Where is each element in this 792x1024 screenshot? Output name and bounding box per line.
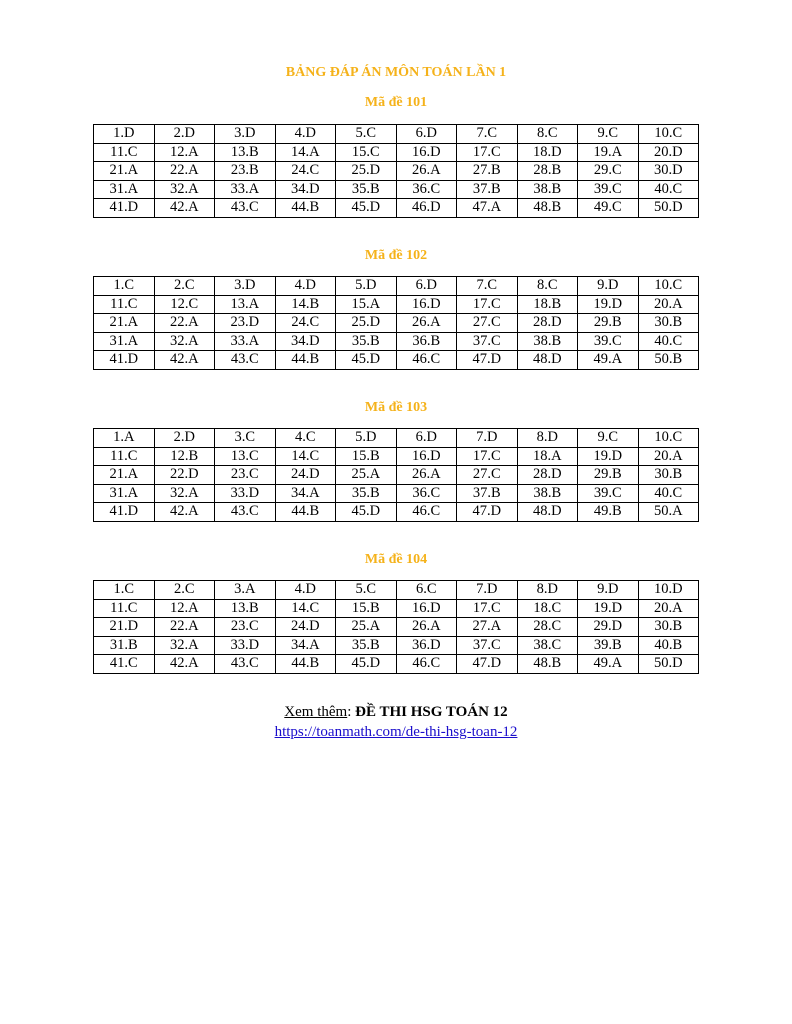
- answer-cell: 44.B: [275, 503, 336, 522]
- answer-cell: 29.C: [578, 162, 639, 181]
- answer-cell: 22.A: [154, 618, 215, 637]
- answer-cell: 32.A: [154, 484, 215, 503]
- table-row: [94, 484, 699, 503]
- answer-cell: 19.D: [578, 599, 639, 618]
- answer-cell: 1.A: [94, 429, 155, 448]
- answer-cell: 8.D: [517, 581, 578, 600]
- answer-cell: 2.D: [154, 429, 215, 448]
- answer-cell: 10.C: [638, 277, 699, 296]
- answer-cell: 42.A: [154, 503, 215, 522]
- answer-cell: 15.B: [336, 599, 397, 618]
- answer-cell: 10.D: [638, 581, 699, 600]
- answer-cell: 21.A: [94, 314, 155, 333]
- answer-cell: 47.A: [457, 199, 518, 218]
- answer-cell: 44.B: [275, 655, 336, 674]
- see-more-link-line: [0, 723, 792, 741]
- answer-cell: 23.B: [215, 162, 276, 181]
- answer-cell: 23.C: [215, 466, 276, 485]
- answer-cell: 4.D: [275, 581, 336, 600]
- answer-cell: 50.D: [638, 199, 699, 218]
- answer-cell: 8.D: [517, 429, 578, 448]
- answer-cell: 45.D: [336, 655, 397, 674]
- answer-cell: 46.C: [396, 351, 457, 370]
- exam-code-heading-104: Mã đề 104: [364, 552, 428, 567]
- answer-cell: 31.A: [94, 484, 155, 503]
- answer-cell: 40.C: [638, 180, 699, 199]
- answer-cell: 19.A: [578, 143, 639, 162]
- answer-cell: 36.D: [396, 636, 457, 655]
- answer-cell: 41.D: [94, 351, 155, 370]
- answer-cell: 44.B: [275, 199, 336, 218]
- see-more-line: [0, 703, 792, 721]
- answer-cell: 16.D: [396, 295, 457, 314]
- answer-cell: 13.B: [215, 599, 276, 618]
- answer-cell: 26.A: [396, 162, 457, 181]
- answer-cell: 12.A: [154, 599, 215, 618]
- answer-cell: 23.C: [215, 618, 276, 637]
- answer-cell: 36.C: [396, 484, 457, 503]
- answer-cell: 9.C: [578, 429, 639, 448]
- answer-table-103: [93, 428, 699, 522]
- answer-cell: 16.D: [396, 447, 457, 466]
- answer-cell: 7.D: [457, 429, 518, 448]
- answer-cell: 15.C: [336, 143, 397, 162]
- table-row: [94, 581, 699, 600]
- answer-cell: 30.D: [638, 162, 699, 181]
- answer-cell: 39.B: [578, 636, 639, 655]
- answer-cell: 13.A: [215, 295, 276, 314]
- see-more-label: Xem thêm: [284, 704, 348, 720]
- answer-cell: 35.B: [336, 636, 397, 655]
- table-row: [94, 332, 699, 351]
- answer-cell: 36.B: [396, 332, 457, 351]
- answer-cell: 39.C: [578, 180, 639, 199]
- answer-cell: 39.C: [578, 332, 639, 351]
- answer-cell: 11.C: [94, 295, 155, 314]
- answer-cell: 20.D: [638, 143, 699, 162]
- answer-cell: 47.D: [457, 503, 518, 522]
- answer-cell: 29.D: [578, 618, 639, 637]
- table-row: [94, 143, 699, 162]
- answer-cell: 37.C: [457, 332, 518, 351]
- answer-cell: 16.D: [396, 143, 457, 162]
- answer-cell: 7.D: [457, 581, 518, 600]
- answer-cell: 50.D: [638, 655, 699, 674]
- answer-cell: 5.D: [336, 429, 397, 448]
- answer-cell: 27.A: [457, 618, 518, 637]
- answer-cell: 9.D: [578, 277, 639, 296]
- answer-cell: 8.C: [517, 125, 578, 144]
- answer-cell: 30.B: [638, 618, 699, 637]
- answer-cell: 8.C: [517, 277, 578, 296]
- answer-cell: 11.C: [94, 447, 155, 466]
- answer-cell: 31.A: [94, 180, 155, 199]
- answer-cell: 43.C: [215, 199, 276, 218]
- answer-cell: 14.A: [275, 143, 336, 162]
- answer-cell: 34.A: [275, 636, 336, 655]
- answer-cell: 30.B: [638, 314, 699, 333]
- answer-cell: 14.C: [275, 599, 336, 618]
- answer-cell: 14.C: [275, 447, 336, 466]
- answer-cell: 26.A: [396, 466, 457, 485]
- answer-cell: 29.B: [578, 466, 639, 485]
- answer-cell: 5.C: [336, 581, 397, 600]
- answer-cell: 11.C: [94, 143, 155, 162]
- answer-cell: 31.B: [94, 636, 155, 655]
- answer-cell: 24.C: [275, 162, 336, 181]
- answer-cell: 28.D: [517, 466, 578, 485]
- answer-cell: 1.D: [94, 125, 155, 144]
- answer-cell: 38.B: [517, 484, 578, 503]
- answer-cell: 27.C: [457, 314, 518, 333]
- answer-cell: 3.C: [215, 429, 276, 448]
- answer-cell: 43.C: [215, 503, 276, 522]
- answer-cell: 50.B: [638, 351, 699, 370]
- table-row: [94, 655, 699, 674]
- see-more-link[interactable]: https://toanmath.com/de-thi-hsg-toan-12: [274, 724, 518, 740]
- table-row: [94, 162, 699, 181]
- answer-cell: 42.A: [154, 351, 215, 370]
- answer-cell: 22.A: [154, 314, 215, 333]
- table-row: [94, 351, 699, 370]
- answer-cell: 17.C: [457, 143, 518, 162]
- answer-cell: 18.D: [517, 143, 578, 162]
- answer-cell: 46.C: [396, 503, 457, 522]
- answer-cell: 49.A: [578, 351, 639, 370]
- answer-cell: 21.A: [94, 466, 155, 485]
- answer-cell: 28.C: [517, 618, 578, 637]
- answer-cell: 28.B: [517, 162, 578, 181]
- answer-cell: 5.C: [336, 125, 397, 144]
- answer-cell: 48.B: [517, 655, 578, 674]
- table-row: [94, 180, 699, 199]
- answer-cell: 46.D: [396, 199, 457, 218]
- answer-cell: 43.C: [215, 351, 276, 370]
- answer-cell: 28.D: [517, 314, 578, 333]
- table-row: [94, 447, 699, 466]
- answer-cell: 6.D: [396, 125, 457, 144]
- answer-cell: 49.A: [578, 655, 639, 674]
- see-more-separator: :: [347, 704, 356, 720]
- answer-cell: 17.C: [457, 599, 518, 618]
- answer-cell: 17.C: [457, 295, 518, 314]
- answer-cell: 25.A: [336, 466, 397, 485]
- answer-cell: 38.B: [517, 332, 578, 351]
- answer-cell: 12.A: [154, 143, 215, 162]
- answer-cell: 18.C: [517, 599, 578, 618]
- answer-cell: 1.C: [94, 581, 155, 600]
- answer-cell: 9.C: [578, 125, 639, 144]
- answer-cell: 32.A: [154, 180, 215, 199]
- answer-cell: 6.D: [396, 429, 457, 448]
- answer-cell: 20.A: [638, 447, 699, 466]
- answer-cell: 47.D: [457, 351, 518, 370]
- answer-cell: 24.C: [275, 314, 336, 333]
- answer-cell: 45.D: [336, 503, 397, 522]
- answer-cell: 26.A: [396, 314, 457, 333]
- answer-cell: 2.C: [154, 277, 215, 296]
- answer-cell: 48.D: [517, 503, 578, 522]
- answer-cell: 11.C: [94, 599, 155, 618]
- answer-cell: 31.A: [94, 332, 155, 351]
- answer-cell: 45.D: [336, 199, 397, 218]
- answer-cell: 26.A: [396, 618, 457, 637]
- answer-cell: 10.C: [638, 429, 699, 448]
- answer-cell: 41.D: [94, 199, 155, 218]
- answer-cell: 25.A: [336, 618, 397, 637]
- answer-cell: 35.B: [336, 332, 397, 351]
- exam-code-heading-102: Mã đề 102: [364, 248, 428, 263]
- answer-table-104: [93, 580, 699, 674]
- answer-cell: 19.D: [578, 295, 639, 314]
- answer-cell: 47.D: [457, 655, 518, 674]
- answer-cell: 48.B: [517, 199, 578, 218]
- answer-cell: 12.B: [154, 447, 215, 466]
- answer-cell: 27.C: [457, 466, 518, 485]
- answer-cell: 19.D: [578, 447, 639, 466]
- answer-cell: 13.C: [215, 447, 276, 466]
- answer-cell: 10.C: [638, 125, 699, 144]
- answer-cell: 49.B: [578, 503, 639, 522]
- table-row: [94, 466, 699, 485]
- answer-cell: 4.D: [275, 125, 336, 144]
- answer-cell: 33.A: [215, 332, 276, 351]
- answer-cell: 15.B: [336, 447, 397, 466]
- answer-cell: 16.D: [396, 599, 457, 618]
- answer-cell: 32.A: [154, 332, 215, 351]
- answer-cell: 14.B: [275, 295, 336, 314]
- answer-cell: 7.C: [457, 277, 518, 296]
- answer-cell: 6.D: [396, 277, 457, 296]
- answer-cell: 25.D: [336, 314, 397, 333]
- answer-cell: 50.A: [638, 503, 699, 522]
- answer-cell: 42.A: [154, 655, 215, 674]
- answer-cell: 3.D: [215, 277, 276, 296]
- answer-cell: 32.A: [154, 636, 215, 655]
- answer-cell: 40.C: [638, 484, 699, 503]
- answer-cell: 35.B: [336, 484, 397, 503]
- answer-cell: 1.C: [94, 277, 155, 296]
- table-row: [94, 636, 699, 655]
- answer-cell: 24.D: [275, 466, 336, 485]
- answer-cell: 41.C: [94, 655, 155, 674]
- answer-cell: 13.B: [215, 143, 276, 162]
- document-title: BẢNG ĐÁP ÁN MÔN TOÁN LẦN 1: [285, 65, 507, 80]
- answer-cell: 17.C: [457, 447, 518, 466]
- answer-cell: 36.C: [396, 180, 457, 199]
- table-row: [94, 503, 699, 522]
- answer-cell: 45.D: [336, 351, 397, 370]
- answer-cell: 9.D: [578, 581, 639, 600]
- answer-cell: 5.D: [336, 277, 397, 296]
- answer-cell: 49.C: [578, 199, 639, 218]
- table-row: [94, 618, 699, 637]
- answer-cell: 42.A: [154, 199, 215, 218]
- answer-cell: 34.A: [275, 484, 336, 503]
- answer-cell: 3.D: [215, 125, 276, 144]
- answer-cell: 4.C: [275, 429, 336, 448]
- answer-cell: 3.A: [215, 581, 276, 600]
- answer-cell: 41.D: [94, 503, 155, 522]
- answer-cell: 34.D: [275, 332, 336, 351]
- answer-cell: 40.B: [638, 636, 699, 655]
- answer-cell: 33.A: [215, 180, 276, 199]
- answer-cell: 38.B: [517, 180, 578, 199]
- answer-cell: 7.C: [457, 125, 518, 144]
- answer-cell: 44.B: [275, 351, 336, 370]
- answer-cell: 18.A: [517, 447, 578, 466]
- table-row: [94, 295, 699, 314]
- answer-cell: 37.C: [457, 636, 518, 655]
- exam-code-heading-101: Mã đề 101: [364, 95, 428, 110]
- answer-cell: 22.A: [154, 162, 215, 181]
- answer-cell: 20.A: [638, 295, 699, 314]
- answer-cell: 35.B: [336, 180, 397, 199]
- table-row: [94, 429, 699, 448]
- answer-cell: 2.C: [154, 581, 215, 600]
- answer-cell: 34.D: [275, 180, 336, 199]
- answer-cell: 6.C: [396, 581, 457, 600]
- see-more-title: ĐỀ THI HSG TOÁN 12: [355, 704, 508, 720]
- answer-cell: 2.D: [154, 125, 215, 144]
- answer-cell: 46.C: [396, 655, 457, 674]
- answer-cell: 33.D: [215, 636, 276, 655]
- answer-cell: 39.C: [578, 484, 639, 503]
- table-row: [94, 277, 699, 296]
- answer-cell: 37.B: [457, 180, 518, 199]
- answer-cell: 24.D: [275, 618, 336, 637]
- table-row: [94, 599, 699, 618]
- answer-table-102: [93, 276, 699, 370]
- answer-cell: 15.A: [336, 295, 397, 314]
- answer-cell: 20.A: [638, 599, 699, 618]
- answer-cell: 21.A: [94, 162, 155, 181]
- answer-cell: 12.C: [154, 295, 215, 314]
- answer-cell: 40.C: [638, 332, 699, 351]
- table-row: [94, 199, 699, 218]
- answer-cell: 27.B: [457, 162, 518, 181]
- answer-table-101: [93, 124, 699, 218]
- answer-cell: 25.D: [336, 162, 397, 181]
- answer-cell: 33.D: [215, 484, 276, 503]
- answer-cell: 22.D: [154, 466, 215, 485]
- answer-cell: 30.B: [638, 466, 699, 485]
- answer-cell: 38.C: [517, 636, 578, 655]
- answer-cell: 4.D: [275, 277, 336, 296]
- answer-cell: 43.C: [215, 655, 276, 674]
- table-row: [94, 125, 699, 144]
- answer-cell: 18.B: [517, 295, 578, 314]
- answer-cell: 21.D: [94, 618, 155, 637]
- table-row: [94, 314, 699, 333]
- exam-code-heading-103: Mã đề 103: [364, 400, 428, 415]
- answer-cell: 29.B: [578, 314, 639, 333]
- answer-cell: 23.D: [215, 314, 276, 333]
- answer-cell: 48.D: [517, 351, 578, 370]
- answer-cell: 37.B: [457, 484, 518, 503]
